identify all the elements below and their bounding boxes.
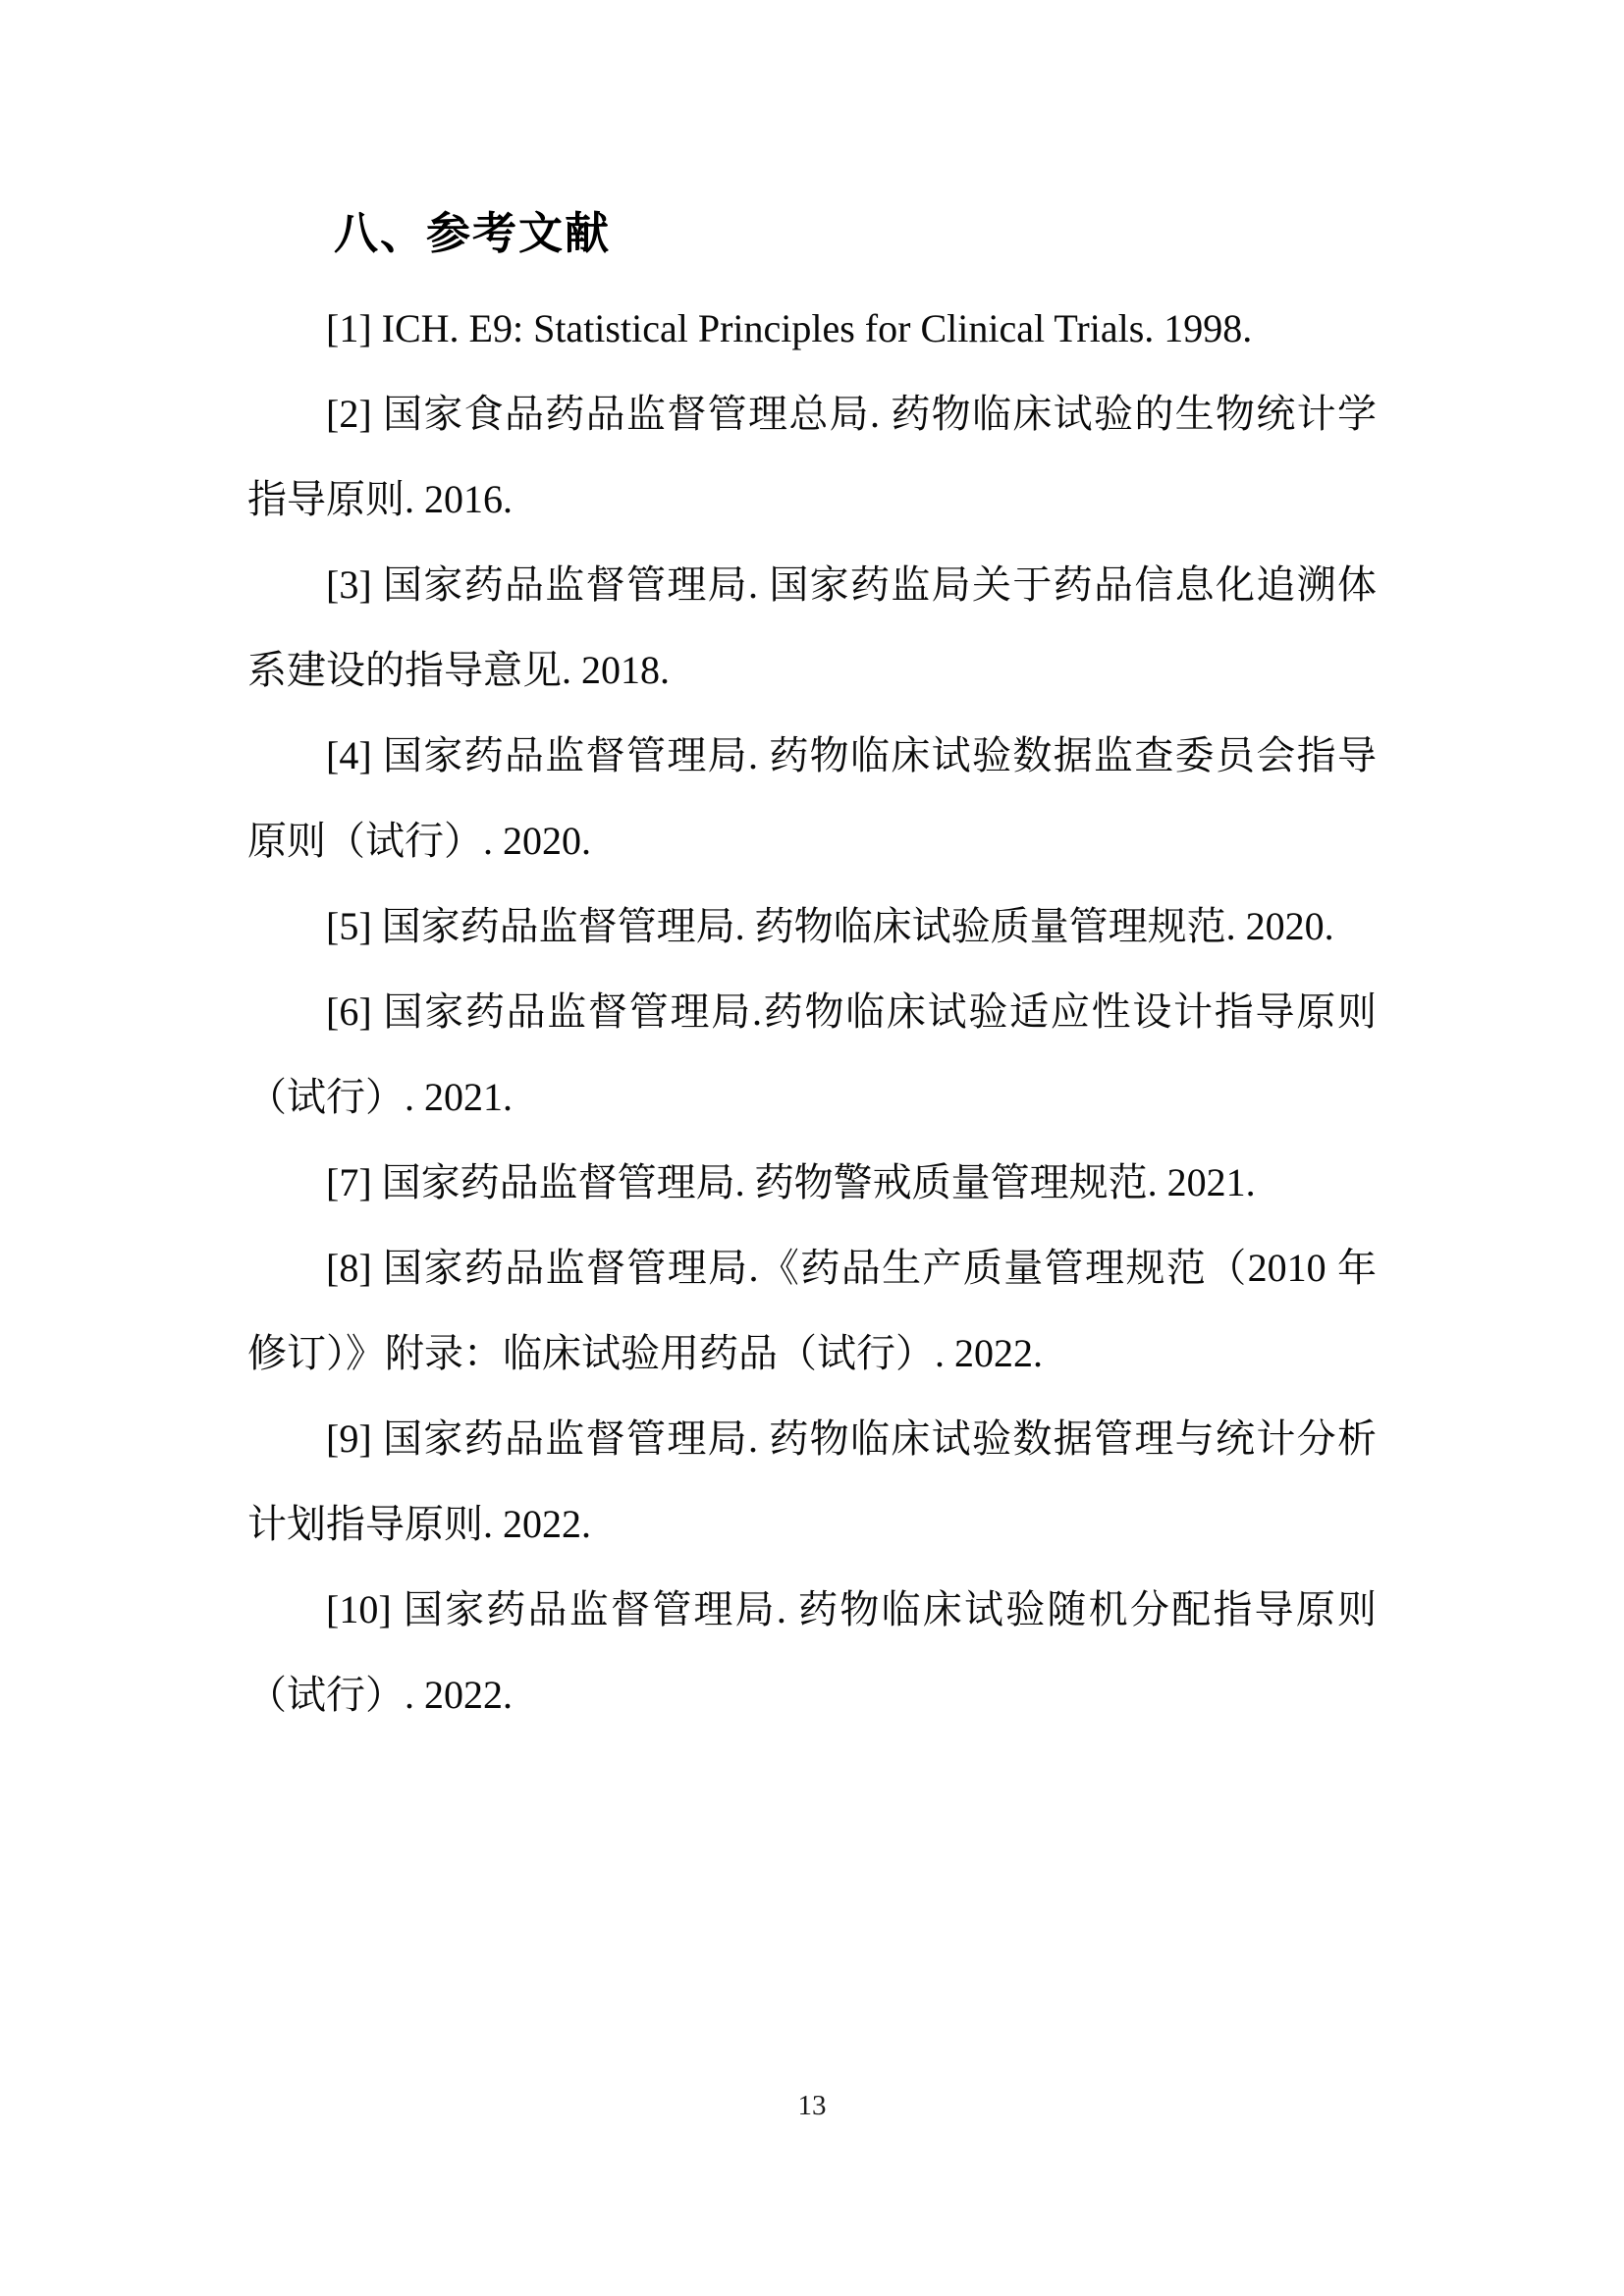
reference-item-8: [8] 国家药品监督管理局.《药品生产质量管理规范（2010 年修订）》附录：临床试验用药品（试行）. 2022.: [247, 1246, 1377, 1375]
section-heading: 八、参考文献: [334, 208, 612, 258]
reference-item-3: [3] 国家药品监督管理局. 国家药监局关于药品信息化追溯体系建设的指导意见. 2018.: [247, 562, 1377, 692]
reference-item-4: [4] 国家药品监督管理局. 药物临床试验数据监查委员会指导原则（试行）. 2020.: [247, 733, 1377, 863]
references-section: [247, 0, 1377, 1737]
reference-item-1: [1] ICH. E9: Statistical Principles for Clinical Trials. 1998.: [326, 306, 1253, 350]
reference-item-6: [6] 国家药品监督管理局.药物临床试验适应性设计指导原则（试行）. 2021.: [247, 989, 1377, 1119]
reference-item-7: [7] 国家药品监督管理局. 药物警戒质量管理规范. 2021.: [326, 1160, 1256, 1204]
page-number: 13: [797, 2090, 827, 2121]
reference-item-10: [10] 国家药品监督管理局. 药物临床试验随机分配指导原则（试行）. 2022.: [247, 1587, 1377, 1717]
reference-item-9: [9] 国家药品监督管理局. 药物临床试验数据管理与统计分析计划指导原则. 2022.: [247, 1416, 1377, 1546]
reference-item-5: [5] 国家药品监督管理局. 药物临床试验质量管理规范. 2020.: [326, 904, 1334, 948]
reference-item-2: [2] 国家食品药品监督管理总局. 药物临床试验的生物统计学指导原则. 2016.: [247, 392, 1377, 521]
